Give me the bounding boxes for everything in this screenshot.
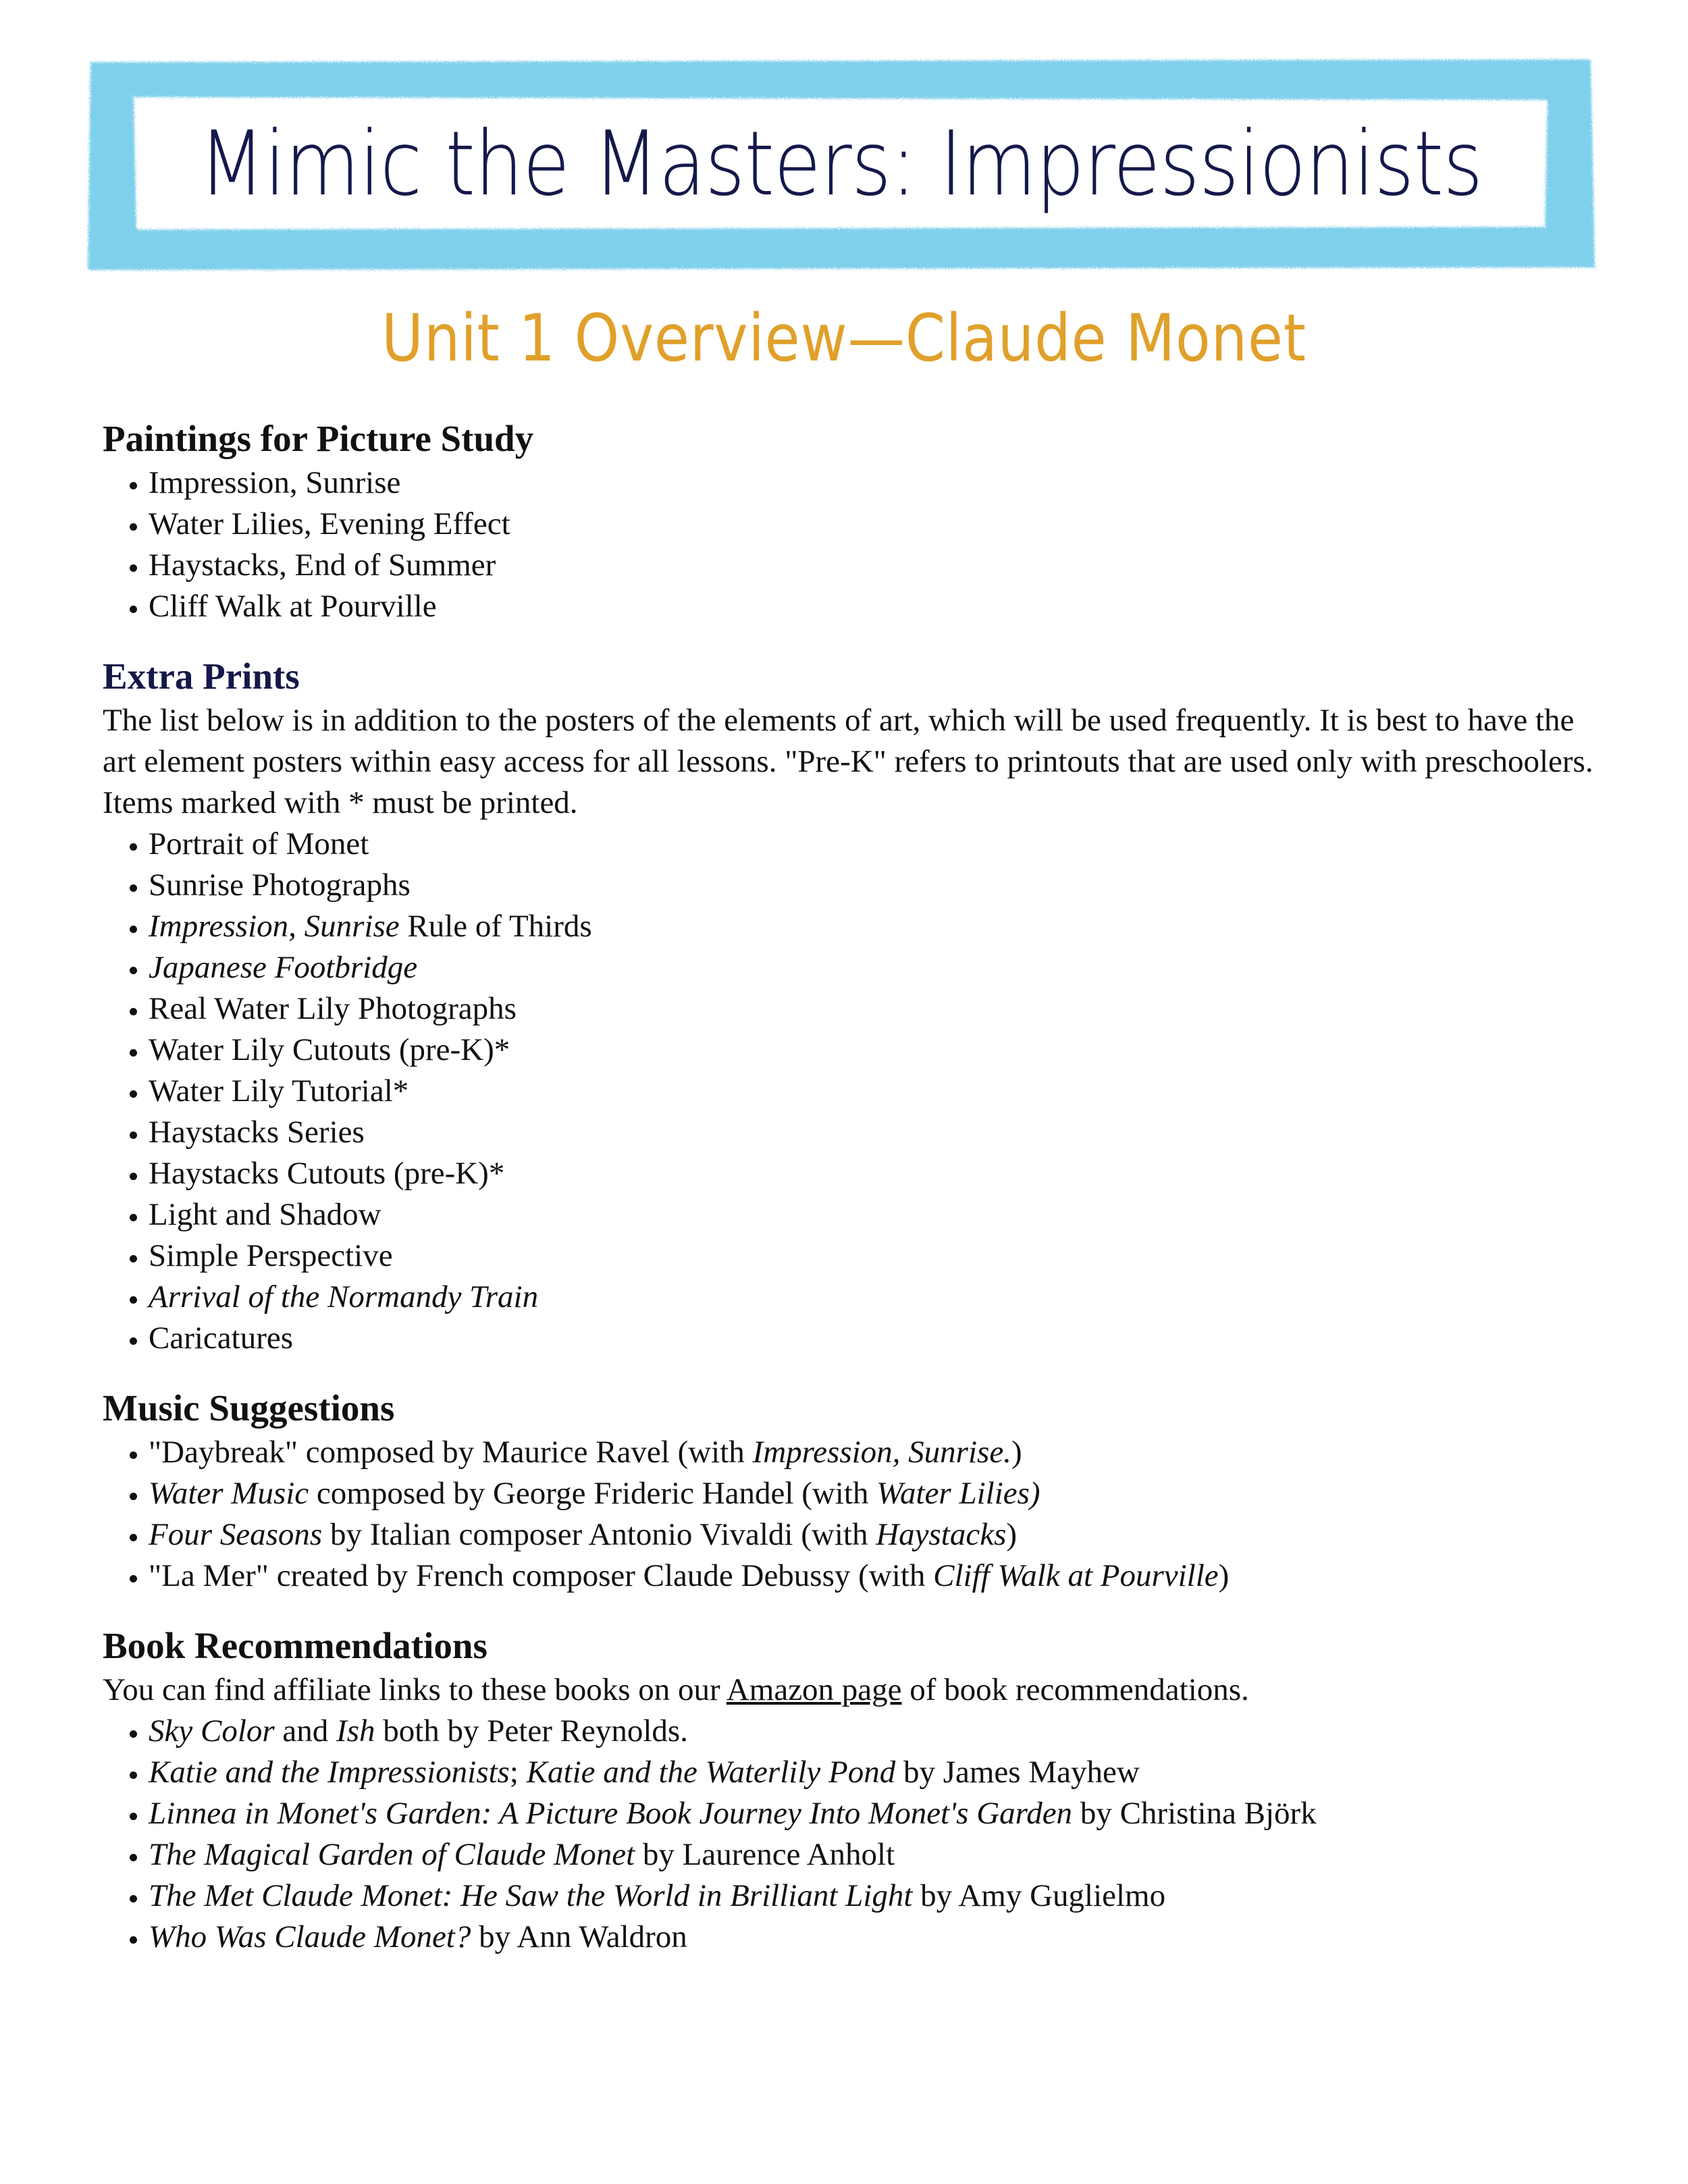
book-title: Katie and the Waterlily Pond [526, 1755, 896, 1790]
artwork-title: Water Lilies) [876, 1476, 1040, 1511]
books-heading: Book Recommendations [103, 1625, 487, 1666]
list-item: • Real Water Lily Photographs [149, 988, 1602, 1030]
item-text: ) [1006, 1517, 1018, 1552]
extra-prints-heading: Extra Prints [103, 656, 300, 697]
book-title: Ish [336, 1713, 375, 1749]
list-item: • Haystacks Cutouts (pre-K)* [149, 1153, 1602, 1194]
item-text: You can find affiliate links to these books on our [103, 1672, 727, 1707]
artwork-title: Haystacks [876, 1517, 1007, 1552]
list-item [149, 1875, 1602, 1917]
list-item [149, 1555, 1602, 1597]
paintings-section [103, 415, 1602, 627]
item-text: of book recommendations. [901, 1672, 1249, 1707]
paintings-list [103, 462, 1602, 627]
list-item [149, 1793, 1602, 1834]
item-text: by Italian composer Antonio Vivaldi (with [322, 1517, 876, 1552]
list-item: • Impression, Sunrise [149, 462, 1602, 504]
item-text: by Laurence Anholt [635, 1837, 895, 1872]
item-text: by Christina Björk [1072, 1796, 1317, 1831]
list-item [149, 906, 1602, 947]
artwork-title: Arrival of the Normandy Train [149, 1279, 539, 1314]
item-text: ) [1218, 1558, 1230, 1593]
artwork-title: Cliff Walk at Pourville [933, 1558, 1219, 1593]
item-text: "La Mer" created by French composer Claude Debussy (with [149, 1558, 934, 1593]
music-heading: Music Suggestions [103, 1387, 395, 1429]
artwork-title: Impression, Sunrise. [752, 1435, 1011, 1470]
extra-prints-intro: The list below is in addition to the posters of the elements of art, which will be used frequently. It is best to have the art element posters within easy access for all lessons. "Pre-K" refers to printouts that are used only with preschoolers. Items marked with * must be printed. [103, 703, 1593, 820]
music-section [103, 1385, 1602, 1597]
books-intro [103, 1670, 1602, 1711]
artwork-title: Japanese Footbridge [149, 950, 418, 985]
extra-prints-section [103, 653, 1602, 1359]
music-title: Four Seasons [149, 1517, 323, 1552]
unit-title: Unit 1 Overview—Claude Monet [381, 300, 1307, 376]
list-item [149, 1711, 1602, 1752]
list-item: • Water Lilies, Evening Effect [149, 504, 1602, 545]
list-item: • Caricatures [149, 1318, 1602, 1359]
item-text: ) [1011, 1435, 1022, 1470]
list-item: • Haystacks Series [149, 1112, 1602, 1153]
book-title: Linnea in Monet's Garden: A Picture Book Journey Into Monet's Garden [149, 1796, 1073, 1831]
list-item: • Water Lily Tutorial* [149, 1071, 1602, 1112]
books-list [103, 1711, 1602, 1958]
list-item: • Sunrise Photographs [149, 865, 1602, 906]
book-title: The Magical Garden of Claude Monet [149, 1837, 635, 1872]
list-item: • Portrait of Monet [149, 824, 1602, 865]
books-section [103, 1622, 1602, 1958]
list-item: • Light and Shadow [149, 1194, 1602, 1235]
music-title: Water Music [149, 1476, 309, 1511]
list-item [149, 1834, 1602, 1875]
list-item [149, 1473, 1602, 1514]
item-text: both by Peter Reynolds. [375, 1713, 688, 1749]
page-title: Mimic the Masters: Impressionists [199, 112, 1483, 216]
amazon-page-link[interactable]: Amazon page [726, 1672, 902, 1707]
list-item [149, 1432, 1602, 1473]
list-item [149, 1514, 1602, 1555]
book-title: Who Was Claude Monet? [149, 1919, 471, 1954]
extra-prints-list [103, 824, 1602, 1359]
list-item [149, 947, 1602, 988]
document-body [103, 415, 1602, 1983]
list-item: • Simple Perspective [149, 1235, 1602, 1277]
list-item: • Cliff Walk at Pourville [149, 586, 1602, 627]
artwork-title: Impression, Sunrise [149, 909, 400, 944]
header-banner [81, 53, 1600, 275]
book-title: Sky Color [149, 1713, 275, 1749]
list-item [149, 1917, 1602, 1958]
item-text: by Ann Waldron [471, 1919, 687, 1954]
book-title: Katie and the Impressionists [149, 1755, 510, 1790]
list-item: • Water Lily Cutouts (pre-K)* [149, 1030, 1602, 1071]
paintings-heading: Paintings for Picture Study [103, 418, 534, 459]
item-text: ; [509, 1755, 527, 1790]
item-text: by James Mayhew [895, 1755, 1140, 1790]
item-text: "Daybreak" composed by Maurice Ravel (with [149, 1435, 753, 1470]
music-list [103, 1432, 1602, 1597]
item-text: composed by George Frideric Handel (with [309, 1476, 877, 1511]
item-text: by Amy Guglielmo [912, 1878, 1166, 1913]
item-text: Rule of Thirds [399, 909, 592, 944]
list-item [149, 1752, 1602, 1793]
list-item [149, 1277, 1602, 1318]
book-title: The Met Claude Monet: He Saw the World in Brilliant Light [149, 1878, 913, 1913]
item-text: and [274, 1713, 337, 1749]
list-item: • Haystacks, End of Summer [149, 545, 1602, 586]
